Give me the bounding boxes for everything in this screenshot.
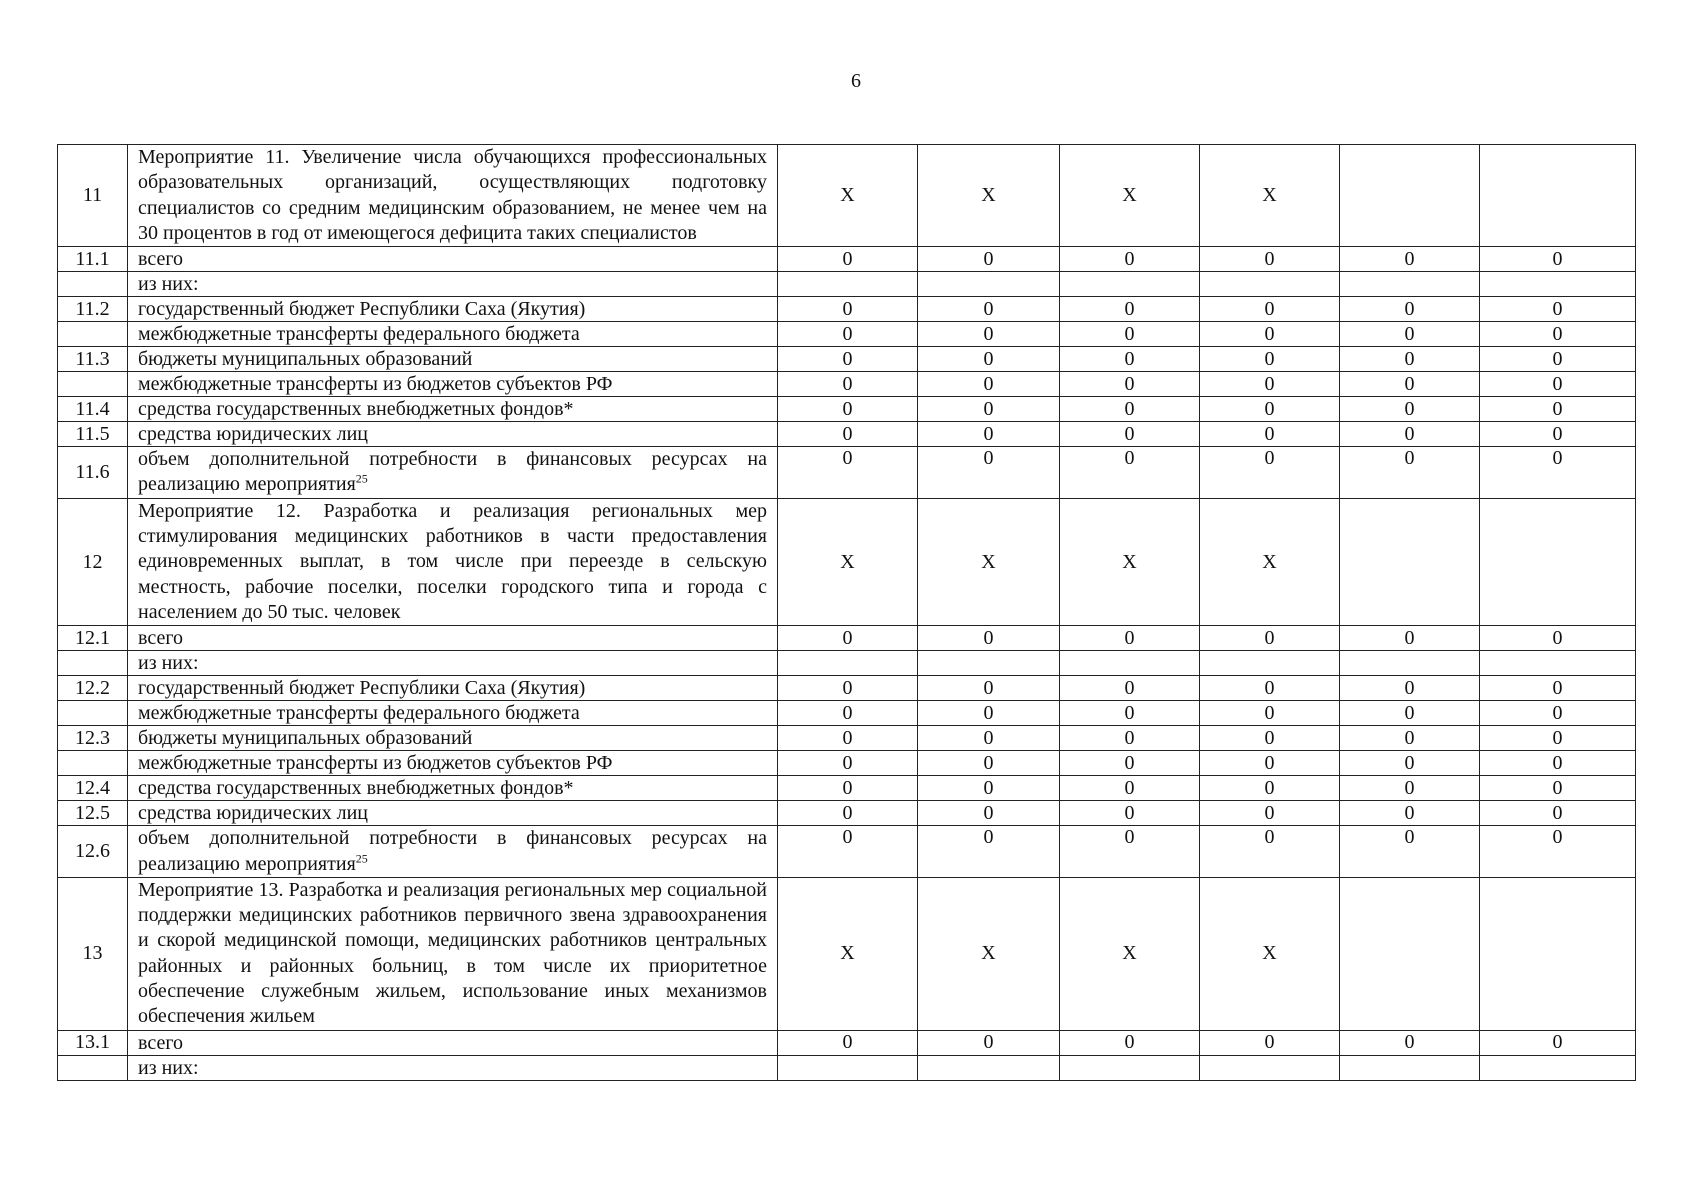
value-cell: 0 — [1200, 826, 1340, 878]
row-description-text: средства государственных внебюджетных фондов* — [138, 777, 574, 800]
row-number: 12.3 — [58, 726, 128, 751]
value-cell: 0 — [1480, 726, 1636, 751]
value-cell: 0 — [1480, 447, 1636, 499]
value-cell: 0 — [1480, 347, 1636, 372]
value-cell: 0 — [1200, 776, 1340, 801]
table-row — [58, 247, 1636, 272]
value-cell — [1480, 877, 1636, 1030]
value-cell: 0 — [1200, 372, 1340, 397]
value-cell: 0 — [918, 726, 1060, 751]
row-description-text: межбюджетные трансферты из бюджетов субъектов РФ — [138, 752, 613, 775]
value-cell: 0 — [1060, 701, 1200, 726]
value-cell: 0 — [1200, 422, 1340, 447]
row-description-text: из них: — [138, 1056, 199, 1079]
value-cell: 0 — [1200, 322, 1340, 347]
value-cell — [1340, 145, 1480, 247]
value-cell: 0 — [1480, 626, 1636, 651]
row-number: 12 — [58, 498, 128, 625]
row-number: 11.3 — [58, 347, 128, 372]
value-cell: 0 — [1480, 322, 1636, 347]
row-description-text: всего — [138, 248, 184, 271]
value-cell: 0 — [1480, 397, 1636, 422]
value-cell: X — [1200, 145, 1340, 247]
value-cell: 0 — [778, 626, 918, 651]
value-cell — [918, 651, 1060, 676]
value-cell: 0 — [1060, 826, 1200, 878]
value-cell: 0 — [918, 247, 1060, 272]
value-cell: 0 — [918, 701, 1060, 726]
row-description-text: бюджеты муниципальных образований — [138, 727, 473, 750]
row-description-text: межбюджетные трансферты федерального бюджета — [138, 702, 580, 725]
row-description-text: всего — [138, 1031, 184, 1054]
value-cell: 0 — [1060, 726, 1200, 751]
value-cell: 0 — [1200, 247, 1340, 272]
value-cell: 0 — [1480, 801, 1636, 826]
row-description — [128, 145, 778, 247]
value-cell: 0 — [1060, 447, 1200, 499]
row-number — [58, 322, 128, 347]
value-cell — [778, 272, 918, 297]
row-description — [128, 776, 778, 801]
page-number: 6 — [851, 70, 861, 92]
value-cell: 0 — [918, 1030, 1060, 1055]
row-description — [128, 447, 778, 499]
row-number: 12.2 — [58, 676, 128, 701]
value-cell: 0 — [778, 726, 918, 751]
value-cell: X — [918, 498, 1060, 625]
value-cell: 0 — [1480, 676, 1636, 701]
value-cell: 0 — [918, 676, 1060, 701]
value-cell: 0 — [1340, 776, 1480, 801]
row-number: 12.1 — [58, 626, 128, 651]
value-cell: 0 — [778, 676, 918, 701]
value-cell: 0 — [778, 297, 918, 322]
value-cell: X — [778, 145, 918, 247]
value-cell: 0 — [1200, 726, 1340, 751]
value-cell — [1200, 651, 1340, 676]
row-description-text: Мероприятие 11. Увеличение числа обучающихся профессиональных образовательных организаций, осуществляющих подготовку специалистов со средним медицинским образованием, не менее чем на 30 процентов в год от имеющегося дефицита таких специалистов — [138, 146, 767, 244]
row-description-text: из них: — [138, 273, 199, 296]
value-cell: 0 — [1060, 297, 1200, 322]
value-cell: 0 — [1200, 1030, 1340, 1055]
value-cell: 0 — [1200, 347, 1340, 372]
row-description-text: межбюджетные трансферты из бюджетов субъектов РФ — [138, 373, 613, 396]
table-row — [58, 272, 1636, 297]
value-cell — [1340, 1055, 1480, 1080]
table-row — [58, 776, 1636, 801]
row-number — [58, 372, 128, 397]
row-description — [128, 322, 778, 347]
row-description — [128, 751, 778, 776]
value-cell: 0 — [1200, 701, 1340, 726]
value-cell: 0 — [1060, 801, 1200, 826]
value-cell: 0 — [1200, 751, 1340, 776]
value-cell: 0 — [1480, 701, 1636, 726]
row-description — [128, 877, 778, 1030]
row-description — [128, 347, 778, 372]
row-number: 11.1 — [58, 247, 128, 272]
row-description — [128, 372, 778, 397]
table-row — [58, 422, 1636, 447]
value-cell: 0 — [1340, 447, 1480, 499]
value-cell: 0 — [1340, 1030, 1480, 1055]
value-cell — [1480, 145, 1636, 247]
value-cell: 0 — [778, 322, 918, 347]
value-cell — [918, 1055, 1060, 1080]
value-cell — [1060, 1055, 1200, 1080]
value-cell: 0 — [918, 626, 1060, 651]
row-number — [58, 272, 128, 297]
value-cell: 0 — [918, 397, 1060, 422]
row-description-text: Мероприятие 13. Разработка и реализация региональных мер социальной поддержки медицинских работников первичного звена здравоохранения и скорой медицинской помощи, медицинских работников центральных районных и районных больниц, в том числе их приоритетное обеспечение служебным жильем, использование иных механизмов обеспечения жильем — [138, 878, 767, 1028]
event-row — [58, 877, 1636, 1030]
table-row — [58, 726, 1636, 751]
table-body — [58, 145, 1636, 1081]
value-cell: 0 — [1340, 826, 1480, 878]
value-cell: 0 — [778, 776, 918, 801]
table-row — [58, 297, 1636, 322]
value-cell — [1340, 877, 1480, 1030]
table-row — [58, 826, 1636, 878]
value-cell: X — [918, 145, 1060, 247]
table-row — [58, 1055, 1636, 1080]
value-cell: 0 — [1200, 626, 1340, 651]
value-cell — [1480, 498, 1636, 625]
row-description — [128, 397, 778, 422]
row-description-text: Мероприятие 12. Разработка и реализация региональных мер стимулирования медицинских работников в части предоставления единовременных выплат, в том числе при переезде в сельскую местность, рабочие поселки, поселки городского типа и города с населением до 50 тыс. человек — [138, 499, 767, 623]
value-cell: 0 — [1060, 1030, 1200, 1055]
value-cell: 0 — [1200, 676, 1340, 701]
value-cell: 0 — [918, 372, 1060, 397]
value-cell: 0 — [1340, 247, 1480, 272]
table-row — [58, 626, 1636, 651]
row-description-text: из них: — [138, 652, 199, 675]
value-cell: 0 — [1480, 247, 1636, 272]
value-cell: 0 — [778, 701, 918, 726]
row-description — [128, 676, 778, 701]
table-row — [58, 676, 1636, 701]
value-cell — [1480, 272, 1636, 297]
row-description — [128, 272, 778, 297]
value-cell: 0 — [1060, 247, 1200, 272]
value-cell: 0 — [1060, 751, 1200, 776]
value-cell: 0 — [1340, 626, 1480, 651]
value-cell: 0 — [1480, 1030, 1636, 1055]
row-description-text: объем дополнительной потребности в финансовых ресурсах на реализацию мероприятия — [138, 448, 767, 496]
value-cell: 0 — [918, 801, 1060, 826]
value-cell: 0 — [778, 397, 918, 422]
table-row — [58, 801, 1636, 826]
row-number — [58, 751, 128, 776]
value-cell — [1200, 272, 1340, 297]
value-cell: 0 — [1340, 322, 1480, 347]
value-cell: X — [778, 877, 918, 1030]
value-cell: 0 — [778, 372, 918, 397]
row-number: 11.2 — [58, 297, 128, 322]
row-description-text: государственный бюджет Республики Саха (Якутия) — [138, 677, 586, 700]
value-cell: X — [1060, 145, 1200, 247]
table-row — [58, 751, 1636, 776]
value-cell: 0 — [1340, 801, 1480, 826]
value-cell: 0 — [1480, 372, 1636, 397]
value-cell: 0 — [1060, 422, 1200, 447]
row-number — [58, 651, 128, 676]
row-description — [128, 498, 778, 625]
value-cell — [1480, 1055, 1636, 1080]
value-cell: X — [1060, 877, 1200, 1030]
value-cell — [1340, 498, 1480, 625]
value-cell: 0 — [1340, 397, 1480, 422]
value-cell: 0 — [1480, 826, 1636, 878]
row-number: 11.5 — [58, 422, 128, 447]
value-cell: 0 — [1200, 397, 1340, 422]
row-description — [128, 726, 778, 751]
value-cell: 0 — [918, 422, 1060, 447]
table-row — [58, 322, 1636, 347]
value-cell — [1340, 272, 1480, 297]
value-cell: 0 — [778, 1030, 918, 1055]
row-description — [128, 651, 778, 676]
value-cell: 0 — [1060, 322, 1200, 347]
value-cell: X — [1060, 498, 1200, 625]
value-cell: 0 — [1340, 372, 1480, 397]
value-cell: 0 — [778, 801, 918, 826]
value-cell: 0 — [1340, 751, 1480, 776]
row-description — [128, 422, 778, 447]
value-cell: 0 — [1060, 372, 1200, 397]
value-cell: 0 — [1060, 397, 1200, 422]
table-row — [58, 1030, 1636, 1055]
value-cell: 0 — [1340, 347, 1480, 372]
funding-table — [57, 144, 1636, 1081]
event-row — [58, 498, 1636, 625]
row-description-text: средства юридических лиц — [138, 423, 368, 446]
row-number: 13.1 — [58, 1030, 128, 1055]
table-row — [58, 397, 1636, 422]
value-cell: 0 — [778, 247, 918, 272]
value-cell — [778, 651, 918, 676]
value-cell: X — [1200, 498, 1340, 625]
table-row — [58, 447, 1636, 499]
row-description — [128, 297, 778, 322]
table-row — [58, 701, 1636, 726]
value-cell — [1480, 651, 1636, 676]
value-cell — [1060, 272, 1200, 297]
value-cell: 0 — [1060, 347, 1200, 372]
value-cell: X — [1200, 877, 1340, 1030]
value-cell: 0 — [1340, 701, 1480, 726]
value-cell: X — [918, 877, 1060, 1030]
value-cell: 0 — [1480, 422, 1636, 447]
row-description-text: объем дополнительной потребности в финансовых ресурсах на реализацию мероприятия — [138, 827, 767, 875]
event-row — [58, 145, 1636, 247]
row-description-text: бюджеты муниципальных образований — [138, 348, 473, 371]
table-row — [58, 651, 1636, 676]
value-cell: 0 — [1200, 297, 1340, 322]
footnote-marker: 25 — [355, 850, 368, 865]
row-number: 12.4 — [58, 776, 128, 801]
row-number: 12.6 — [58, 826, 128, 878]
value-cell — [1060, 651, 1200, 676]
value-cell: 0 — [778, 447, 918, 499]
value-cell: 0 — [918, 751, 1060, 776]
value-cell: 0 — [918, 347, 1060, 372]
row-description — [128, 701, 778, 726]
row-description — [128, 801, 778, 826]
value-cell: 0 — [778, 347, 918, 372]
value-cell — [918, 272, 1060, 297]
table-row — [58, 347, 1636, 372]
value-cell: 0 — [1340, 297, 1480, 322]
value-cell: 0 — [778, 826, 918, 878]
row-description-text: государственный бюджет Республики Саха (Якутия) — [138, 298, 586, 321]
row-description — [128, 247, 778, 272]
value-cell: 0 — [918, 776, 1060, 801]
value-cell: X — [778, 498, 918, 625]
row-description-text: средства юридических лиц — [138, 802, 368, 825]
row-number — [58, 701, 128, 726]
row-description — [128, 626, 778, 651]
row-description-text: всего — [138, 627, 184, 650]
row-description — [128, 826, 778, 878]
value-cell: 0 — [918, 297, 1060, 322]
value-cell: 0 — [778, 751, 918, 776]
footnote-marker: 25 — [355, 471, 368, 486]
value-cell: 0 — [1060, 626, 1200, 651]
row-number: 11 — [58, 145, 128, 247]
row-number — [58, 1055, 128, 1080]
value-cell: 0 — [1480, 751, 1636, 776]
value-cell — [778, 1055, 918, 1080]
value-cell: 0 — [1060, 776, 1200, 801]
row-number: 11.4 — [58, 397, 128, 422]
row-number: 13 — [58, 877, 128, 1030]
value-cell: 0 — [918, 447, 1060, 499]
value-cell — [1340, 651, 1480, 676]
value-cell: 0 — [918, 322, 1060, 347]
row-description-text: средства государственных внебюджетных фондов* — [138, 398, 574, 421]
value-cell: 0 — [1480, 297, 1636, 322]
row-number: 11.6 — [58, 447, 128, 499]
row-description — [128, 1055, 778, 1080]
row-number: 12.5 — [58, 801, 128, 826]
value-cell: 0 — [1200, 801, 1340, 826]
value-cell: 0 — [1200, 447, 1340, 499]
value-cell: 0 — [1060, 676, 1200, 701]
value-cell: 0 — [918, 826, 1060, 878]
value-cell: 0 — [1340, 676, 1480, 701]
value-cell — [1200, 1055, 1340, 1080]
value-cell: 0 — [1480, 776, 1636, 801]
value-cell: 0 — [778, 422, 918, 447]
value-cell: 0 — [1340, 422, 1480, 447]
row-description — [128, 1030, 778, 1055]
table-row — [58, 372, 1636, 397]
row-description-text: межбюджетные трансферты федерального бюджета — [138, 323, 580, 346]
value-cell: 0 — [1340, 726, 1480, 751]
